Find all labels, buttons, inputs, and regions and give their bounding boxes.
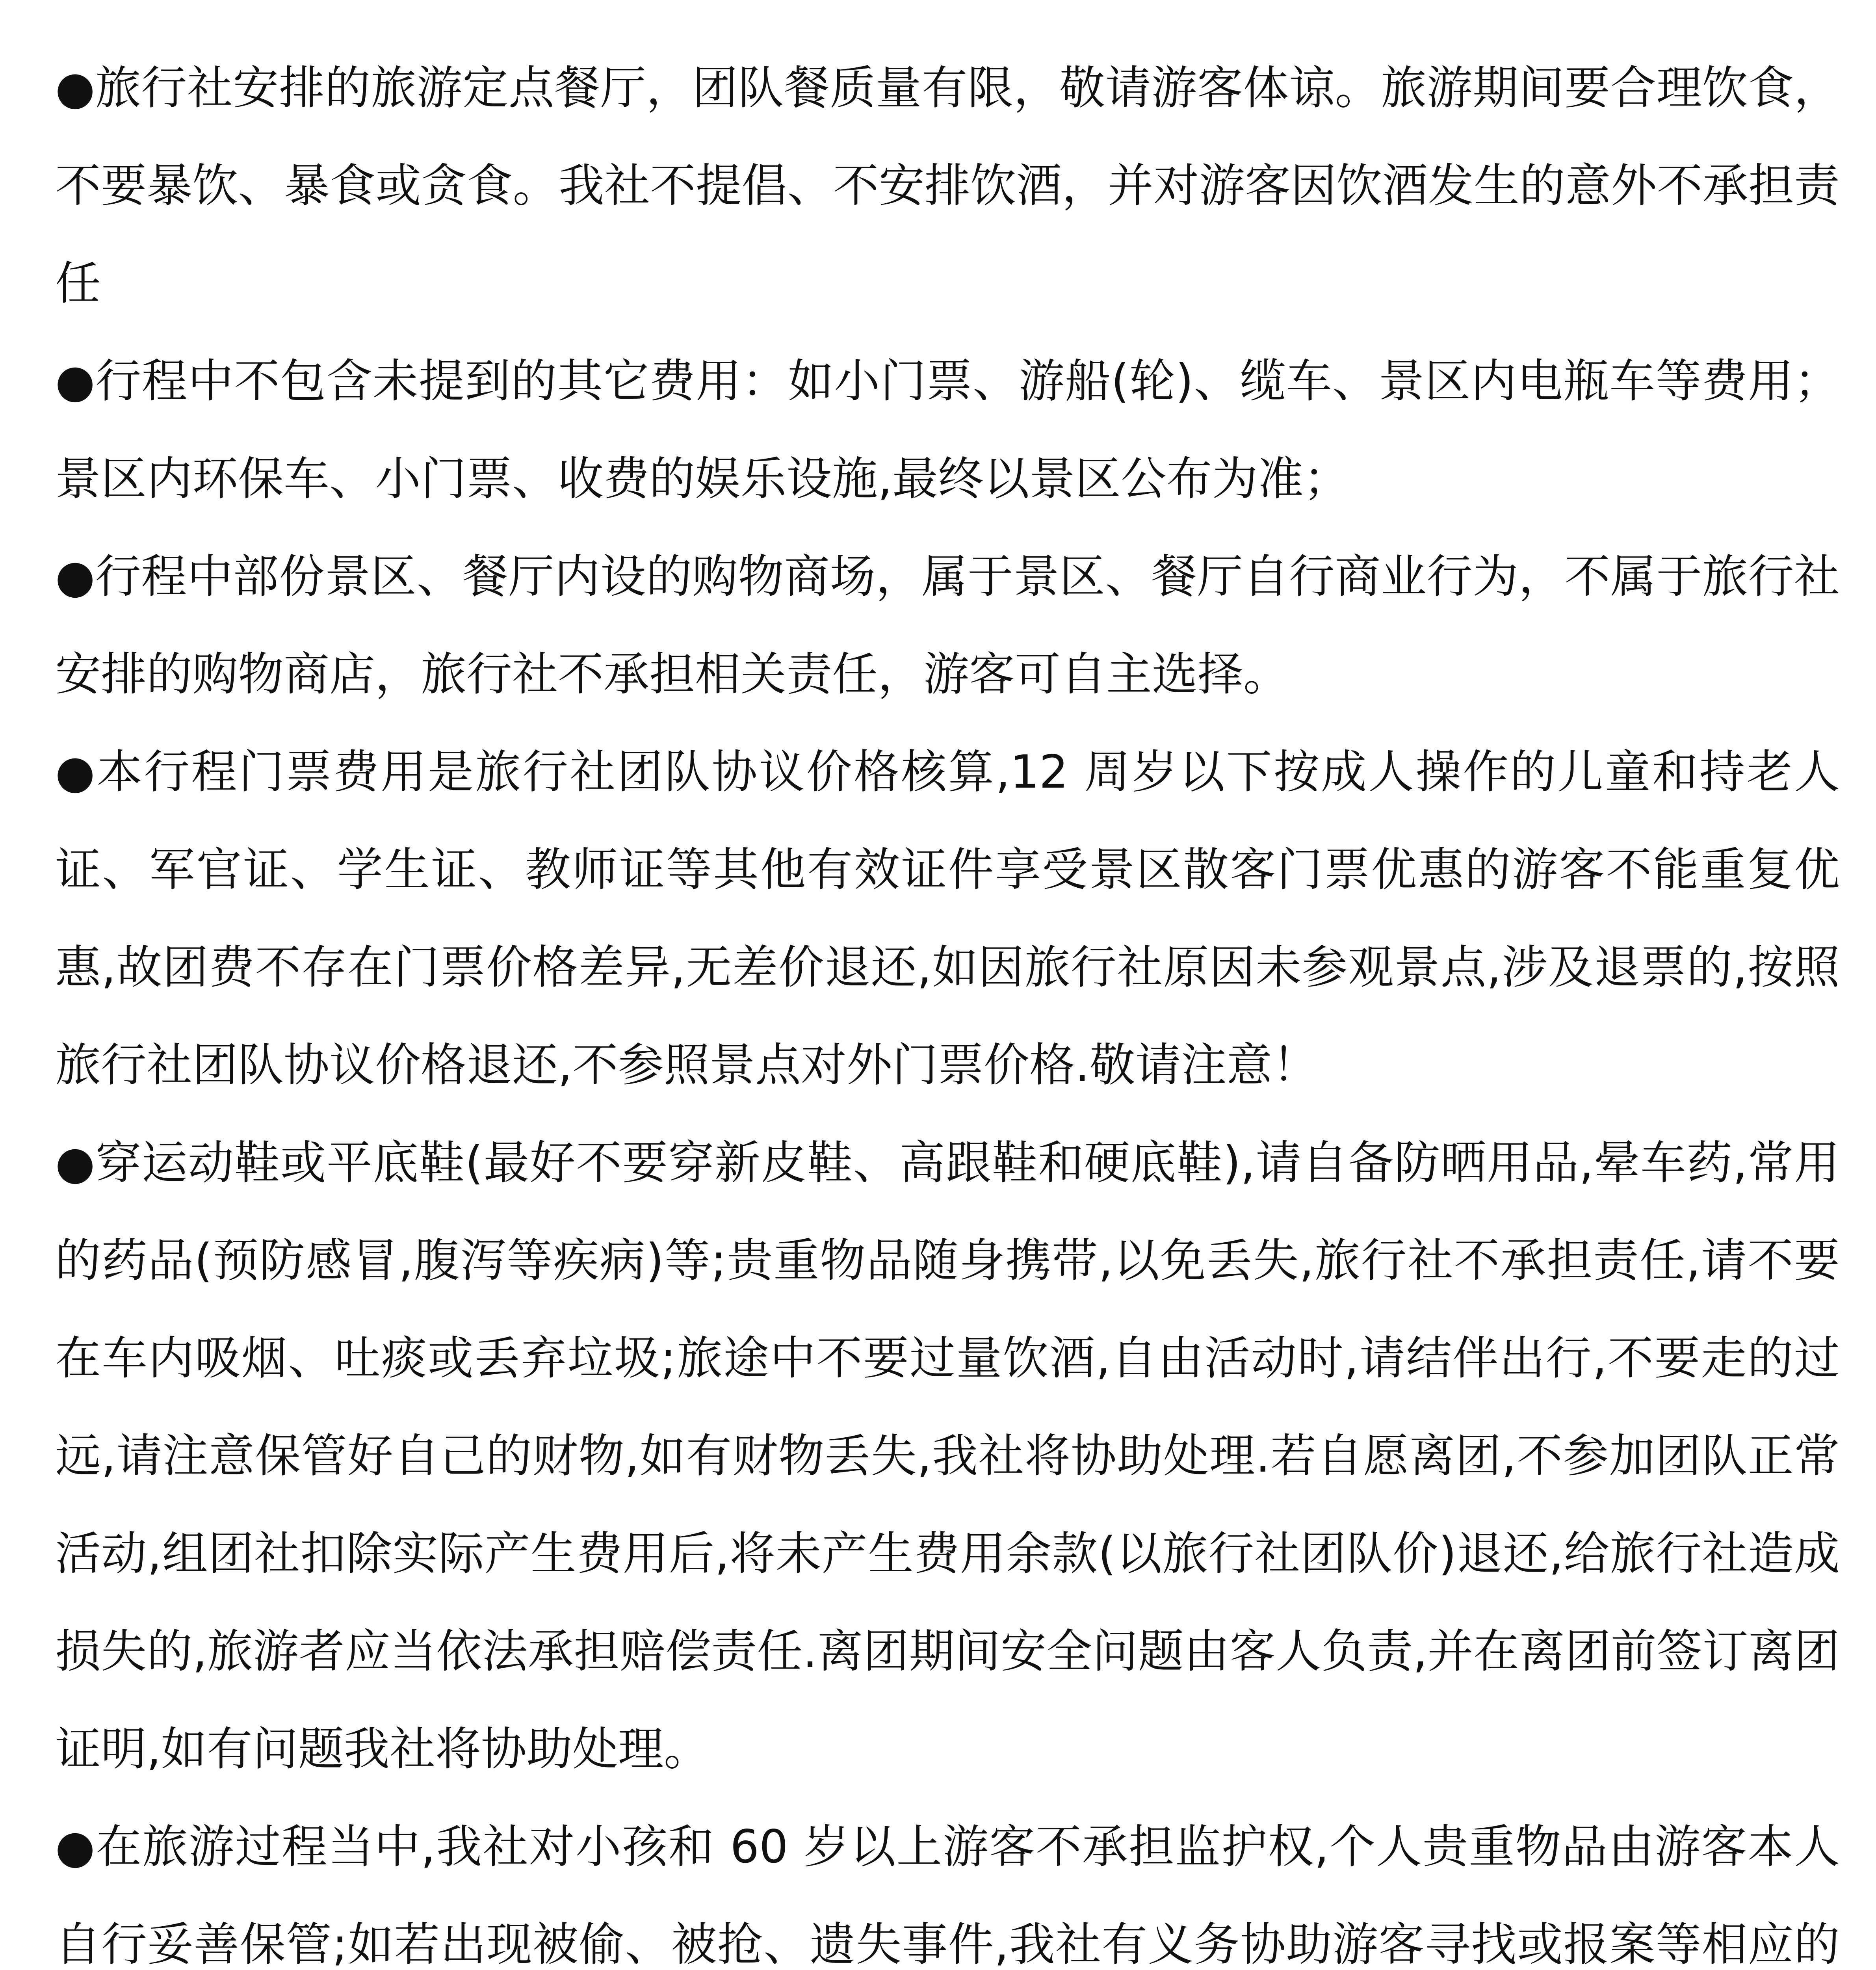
notice-meals: ●旅行社安排的旅游定点餐厅，团队餐质量有限，敬请游客体谅。旅游期间要合理饮食，不要暴饮、暴食或贪食。我社不提倡、不安排饮酒，并对游客因饮酒发生的意外不承担责任 [55, 61, 1840, 310]
document-page [55, 39, 1840, 1970]
notice-guardianship: ●在旅游过程当中,我社对小孩和 60 岁以上游客不承担监护权,个人贵重物品由游客本人自行妥善保管;如若出现被偷、被抢、遗失事件,我社有义务协助游客寻找或报案等相应的 [55, 1820, 1840, 1970]
notice-shopping: ●行程中部份景区、餐厅内设的购物商场，属于景区、餐厅自行商业行为，不属于旅行社安排的购物商店，旅行社不承担相关责任，游客可自主选择。 [55, 550, 1840, 701]
notice-extra-fees: ●行程中不包含未提到的其它费用：如小门票、游船(轮)、缆车、景区内电瓶车等费用；景区内环保车、小门票、收费的娱乐设施,最终以景区公布为准； [55, 355, 1840, 506]
notice-safety: ●穿运动鞋或平底鞋(最好不要穿新皮鞋、高跟鞋和硬底鞋),请自备防晒用品,晕车药,常用的药品(预防感冒,腹泻等疾病)等;贵重物品随身携带,以免丢失,旅行社不承担责任,请不要在车内吸烟、吐痰或丢弃垃圾;旅途中不要过量饮酒,自由活动时,请结伴出行,不要走的过远,请注意保管好自己的财物,如有财物丢失,我社将协助处理.若自愿离团,不参加团队正常活动,组团社扣除实际产生费用后,将未产生费用余款(以旅行社团队价)退还,给旅行社造成损失的,旅游者应当依法承担赔偿责任.离团期间安全问题由客人负责,并在离团前签订离团证明,如有问题我社将协助处理。 [55, 1136, 1840, 1776]
notice-tickets: ●本行程门票费用是旅行社团队协议价格核算,12 周岁以下按成人操作的儿童和持老人证、军官证、学生证、教师证等其他有效证件享受景区散客门票优惠的游客不能重复优惠,故团费不存在门票价格差异,无差价退还,如因旅行社原因未参观景点,涉及退票的,按照旅行社团队协议价格退还,不参照景点对外门票价格.敬请注意！ [55, 745, 1840, 1092]
